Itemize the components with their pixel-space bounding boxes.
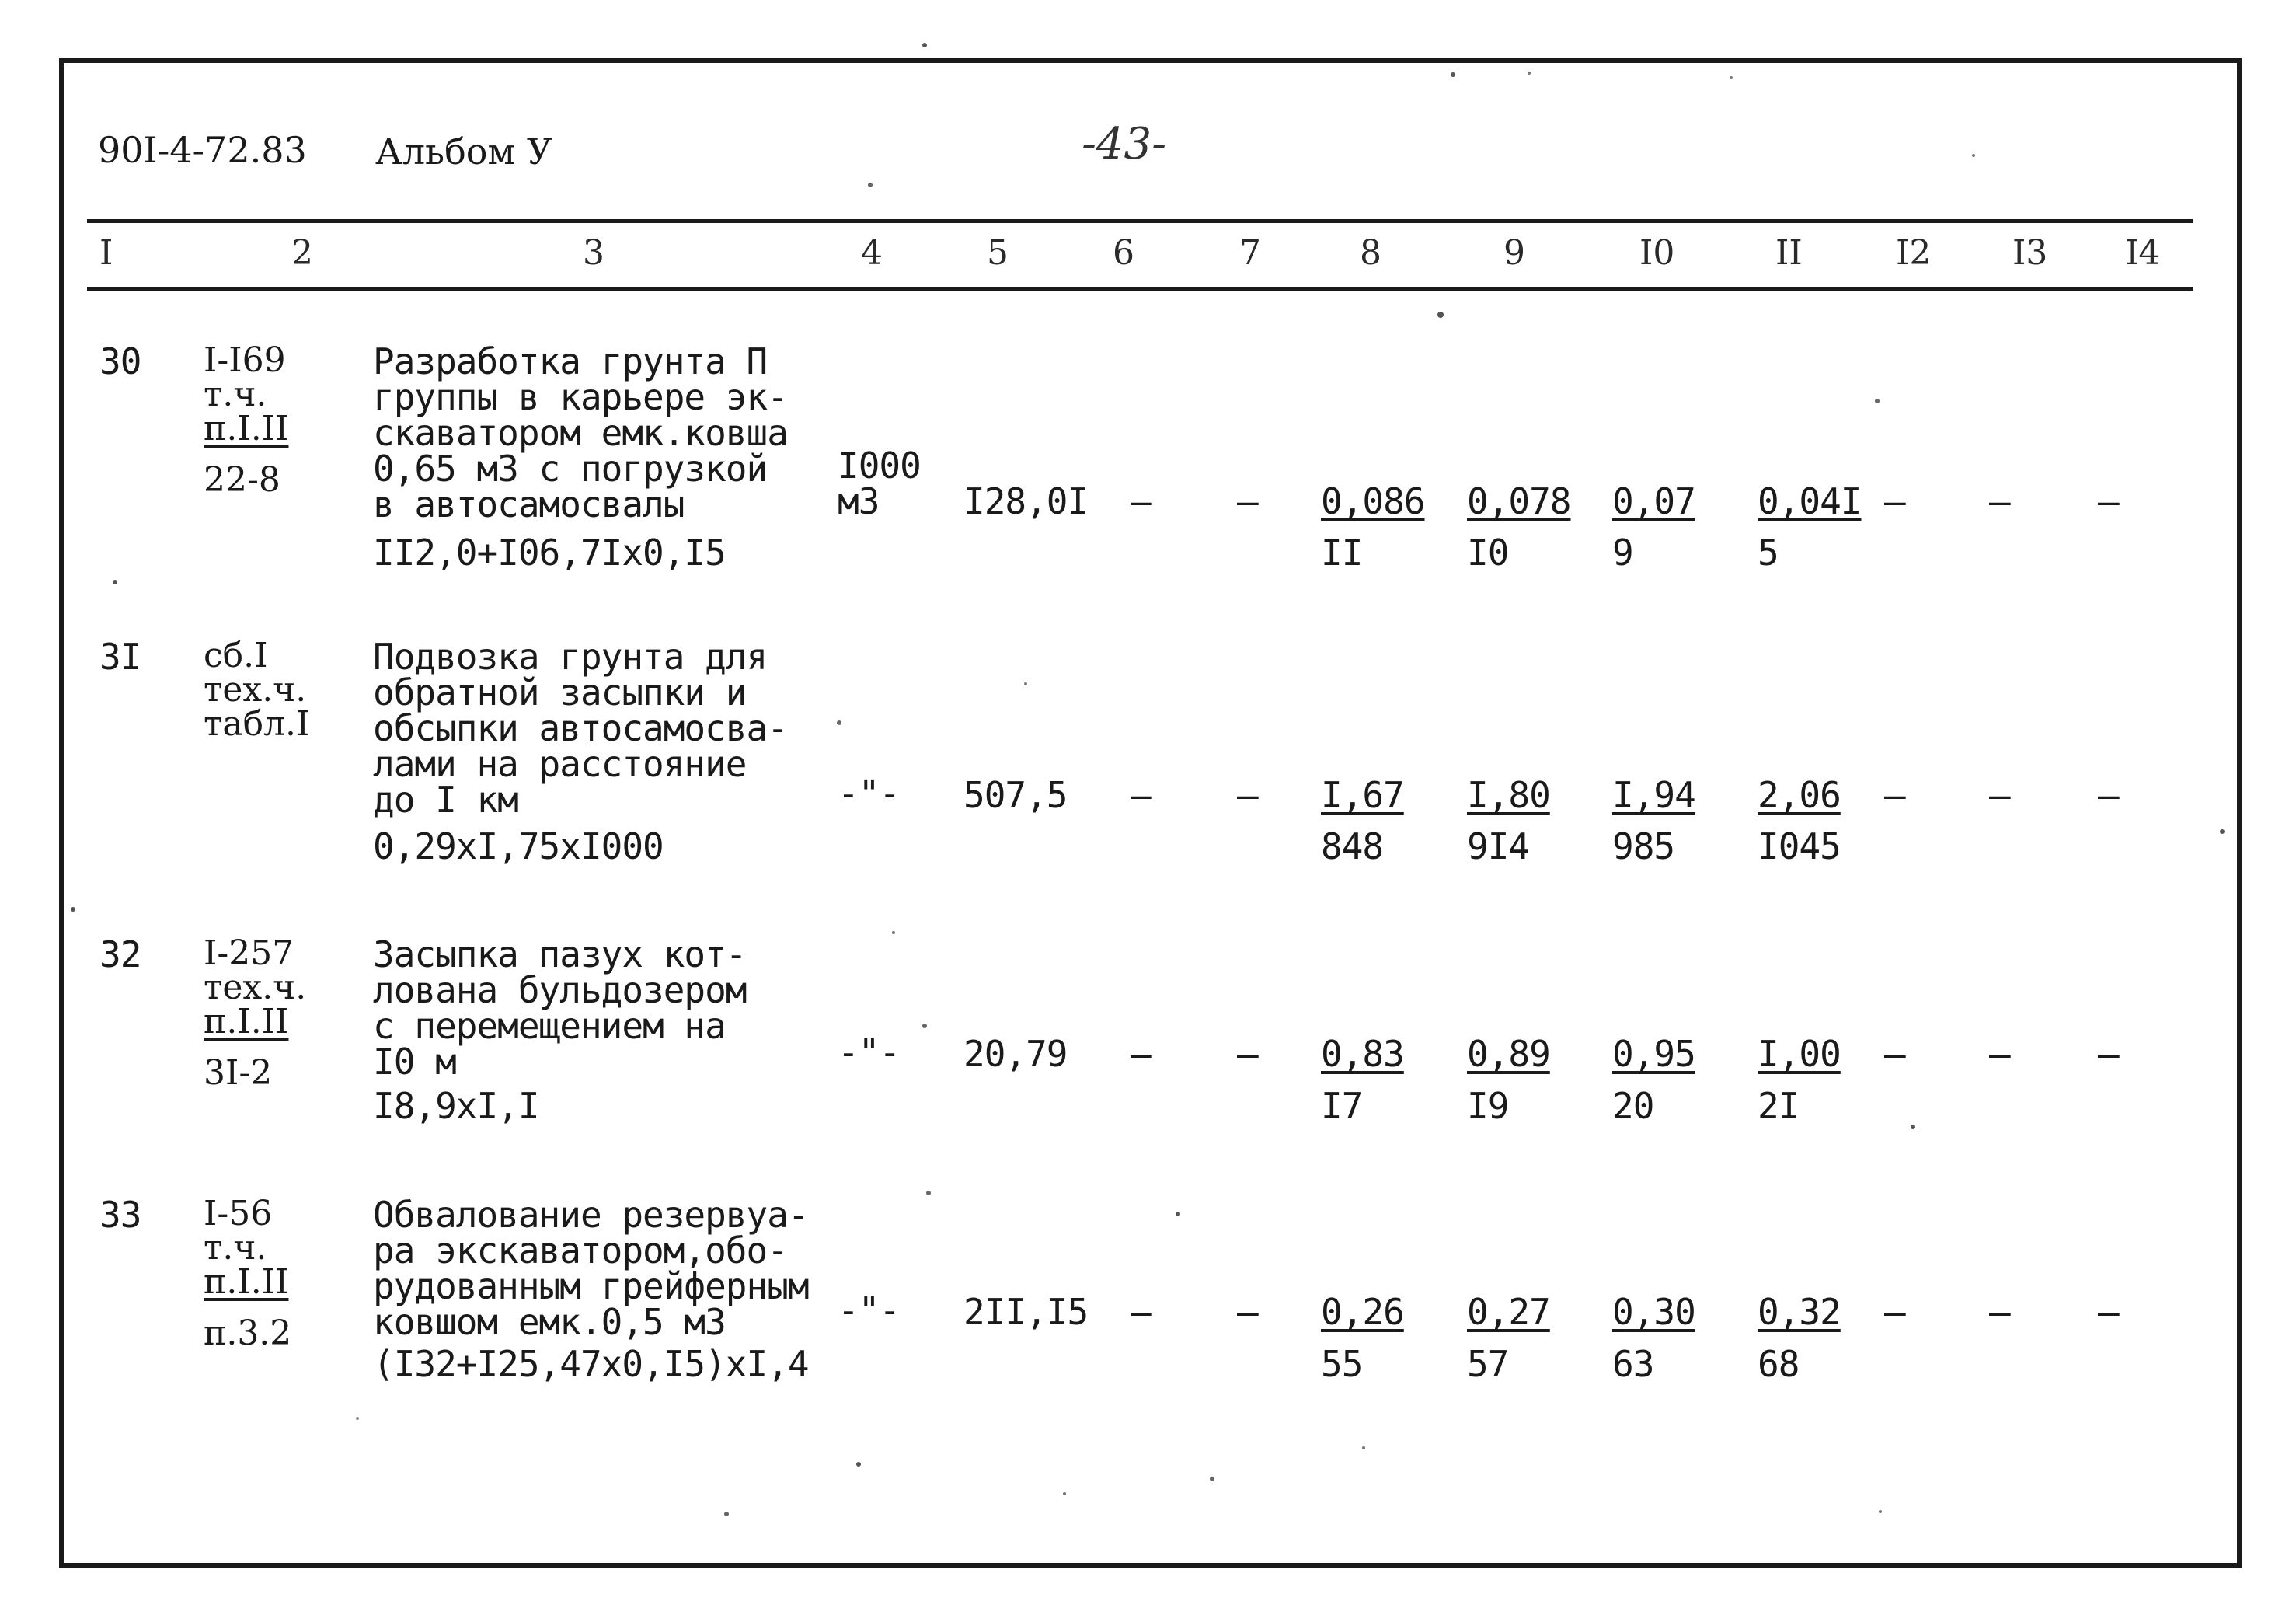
value-c10-top: 0,95: [1612, 1033, 1695, 1075]
col13-value: –: [1989, 480, 2010, 522]
work-description: Засыпка пазух кот- лована бульдозером с перемещением на I0 м: [373, 933, 747, 1083]
value-c11-bottom: 2I: [1758, 1085, 1800, 1127]
row-number: 3I: [99, 636, 141, 678]
unit-of-measure: -"-: [838, 1289, 901, 1331]
unit-of-measure: -"-: [838, 773, 901, 814]
reference-line: тех.ч.: [204, 670, 307, 710]
column-number-10: I0: [1639, 233, 1675, 273]
value-c9-top: I,80: [1467, 774, 1550, 816]
value-c10-bottom: 63: [1612, 1343, 1654, 1385]
col6-value: –: [1131, 774, 1151, 816]
value-c11-top: 0,04I: [1758, 480, 1862, 522]
value-c10-top: I,94: [1612, 774, 1695, 816]
unit-of-measure: I000 м3: [838, 445, 921, 522]
reference-line: I-56: [204, 1194, 273, 1233]
value-c9-top: 0,078: [1467, 480, 1571, 522]
value-c8-bottom: I7: [1321, 1085, 1363, 1127]
unit-price: 20,79: [963, 1033, 1068, 1075]
col13-value: –: [1989, 1291, 2010, 1333]
value-c8-bottom: 55: [1321, 1343, 1363, 1385]
col6-value: –: [1131, 480, 1151, 522]
col12-value: –: [1884, 774, 1905, 816]
column-number-6: 6: [1113, 233, 1134, 273]
unit-price: I28,0I: [963, 480, 1089, 522]
unit-price: 507,5: [963, 774, 1068, 816]
column-number-5: 5: [987, 233, 1009, 273]
unit-of-measure: -"-: [838, 1031, 901, 1073]
calc-formula: (I32+I25,47x0,I5)xI,4: [373, 1343, 809, 1385]
value-c10-bottom: 20: [1612, 1085, 1654, 1127]
col7-value: –: [1237, 1033, 1258, 1075]
value-c11-bottom: I045: [1758, 825, 1841, 867]
value-c10-bottom: 985: [1612, 825, 1675, 867]
reference-line: I-257: [204, 933, 294, 973]
column-number-8: 8: [1360, 233, 1381, 273]
column-number-2: 2: [291, 233, 313, 273]
reference-line: 3I-2: [204, 1053, 273, 1093]
value-c9-bottom: I9: [1467, 1085, 1509, 1127]
value-c8-bottom: II: [1321, 532, 1363, 574]
work-description: Обвалование резервуа- ра экскаватором,обо- рудованным грейферным ковшом емк.0,5 м3: [373, 1194, 809, 1343]
value-c11-bottom: 68: [1758, 1343, 1800, 1385]
col7-value: –: [1237, 774, 1258, 816]
reference-line: тех.ч.: [204, 968, 307, 1007]
reference-line: табл.I: [204, 704, 310, 744]
value-c8-top: 0,83: [1321, 1033, 1404, 1075]
col7-value: –: [1237, 480, 1258, 522]
col7-value: –: [1237, 1291, 1258, 1333]
value-c8-top: I,67: [1321, 774, 1404, 816]
column-number-1: I: [99, 233, 113, 273]
reference-line: сб.I: [204, 636, 268, 675]
reference-line: т.ч.: [204, 1228, 267, 1268]
col6-value: –: [1131, 1291, 1151, 1333]
column-number-9: 9: [1503, 233, 1525, 273]
column-number-4: 4: [861, 233, 883, 273]
column-number-11: II: [1775, 233, 1803, 273]
reference-line: п.I.II: [204, 1262, 289, 1302]
calc-formula: II2,0+I06,7Ix0,I5: [373, 532, 726, 574]
row-number: 33: [99, 1194, 141, 1236]
unit-price: 2II,I5: [963, 1291, 1089, 1333]
value-c8-bottom: 848: [1321, 825, 1384, 867]
col14-value: –: [2098, 774, 2119, 816]
calc-formula: 0,29xI,75xI000: [373, 825, 664, 867]
value-c11-top: I,00: [1758, 1033, 1841, 1075]
doc-code: 90I-4-72.83: [98, 129, 307, 171]
album-label: Альбом У: [375, 131, 553, 173]
column-number-14: I4: [2125, 233, 2161, 273]
reference-line: п.I.II: [204, 409, 289, 448]
col13-value: –: [1989, 774, 2010, 816]
value-c8-top: 0,26: [1321, 1291, 1404, 1333]
col14-value: –: [2098, 1291, 2119, 1333]
reference-line: п.3.2: [204, 1313, 292, 1353]
col12-value: –: [1884, 1033, 1905, 1075]
col12-value: –: [1884, 480, 1905, 522]
value-c11-bottom: 5: [1758, 532, 1779, 574]
value-c10-top: 0,30: [1612, 1291, 1695, 1333]
col6-value: –: [1131, 1033, 1151, 1075]
reference-line: 22-8: [204, 460, 280, 500]
column-number-7: 7: [1239, 233, 1261, 273]
reference-line: т.ч.: [204, 375, 267, 414]
row-number: 32: [99, 933, 141, 975]
column-number-3: 3: [583, 233, 604, 273]
value-c9-bottom: I0: [1467, 532, 1509, 574]
value-c10-top: 0,07: [1612, 480, 1695, 522]
value-c9-bottom: 57: [1467, 1343, 1509, 1385]
value-c9-top: 0,27: [1467, 1291, 1550, 1333]
value-c10-bottom: 9: [1612, 532, 1633, 574]
reference-line: п.I.II: [204, 1002, 289, 1041]
column-number-12: I2: [1896, 233, 1932, 273]
work-description: Разработка грунта П группы в карьере эк- скаватором емк.ковша 0,65 м3 с погрузкой в автосамосвалы: [373, 340, 788, 525]
calc-formula: I8,9xI,I: [373, 1085, 539, 1127]
value-c8-top: 0,086: [1321, 480, 1425, 522]
column-number-13: I3: [2012, 233, 2048, 273]
row-number: 30: [99, 340, 141, 382]
col14-value: –: [2098, 1033, 2119, 1075]
page-number: -43-: [1082, 119, 1167, 169]
value-c9-bottom: 9I4: [1467, 825, 1530, 867]
value-c11-top: 2,06: [1758, 774, 1841, 816]
reference-line: I-I69: [204, 340, 286, 380]
col14-value: –: [2098, 480, 2119, 522]
value-c9-top: 0,89: [1467, 1033, 1550, 1075]
col13-value: –: [1989, 1033, 2010, 1075]
col12-value: –: [1884, 1291, 1905, 1333]
value-c11-top: 0,32: [1758, 1291, 1841, 1333]
work-description: Подвозка грунта для обратной засыпки и обсыпки автосамосва- лами на расстояние до I км: [373, 636, 788, 821]
